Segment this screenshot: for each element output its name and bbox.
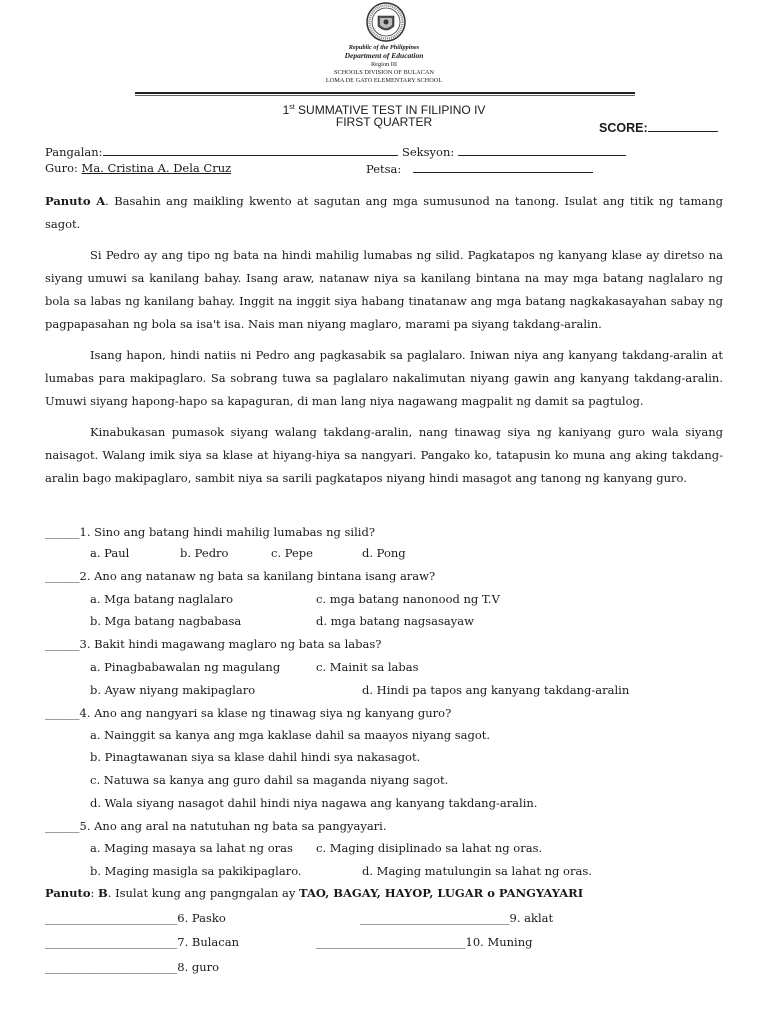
guro-field: Guro: Ma. Cristina A. Dela Cruz: [45, 161, 232, 175]
answer-blank[interactable]: __________________________: [316, 935, 466, 949]
header-division: SCHOOLS DIVISION OF BULACAN: [334, 69, 434, 76]
answer-blank[interactable]: _______________________: [45, 935, 178, 949]
header-rule-thin: [135, 95, 635, 96]
header-republic: Republic of the Philippines: [348, 44, 420, 51]
header-region: Region III: [370, 61, 398, 68]
story-paragraph-3: Kinabukasan pumasok siyang walang takdang-aralin, nang tinawag siya ng kaniyang guro wala siyang naisagot. Walang imik siya sa klase at hiyang-hiya sa nangyari. Pangako ko, tatapusin ko muna ang aking takdang-aralin bago makipaglaro, sambit niya sa sarili pagkatapos niyang hindi masagot ang tanong ng kanyang guro.: [45, 425, 723, 485]
header-department: Department of Education: [344, 51, 424, 60]
answer-blank[interactable]: _______________________: [45, 960, 178, 974]
question-5: ______5. Ano ang aral na natutuhan ng bata sa pangyayari.: [45, 819, 387, 833]
item-8: _______________________8. guro: [45, 960, 220, 974]
deped-seal-logo: [366, 2, 406, 42]
story-paragraph-2: Isang hapon, hindi natiis ni Pedro ang pagkasabik sa paglalaro. Iniwan niya ang kanyang takdang-aralin at lumabas para makipaglaro. Sa sobrang tuwa sa paglalaro nakalimutan niyang gawin ang kanyang takdang-aralin. Umuwi siyang hapong-hapo sa kapaguran, di man lang niya nagawang magpalit ng damit sa pagtulog.: [45, 348, 723, 408]
q4-option-c: c. Natuwa sa kanya ang guro dahil sa maganda niyang sagot.: [90, 773, 449, 787]
score-blank[interactable]: [648, 119, 718, 132]
item-7: _______________________7. Bulacan: [45, 935, 239, 949]
pangalan-field: Pangalan:: [45, 143, 398, 160]
answer-blank[interactable]: __________________________: [360, 911, 510, 925]
q1-option-d: d. Pong: [362, 546, 406, 560]
q3-option-c: c. Mainit sa labas: [316, 660, 419, 674]
answer-blank[interactable]: ______: [45, 819, 80, 833]
header-rule-thick: [135, 92, 635, 94]
test-title: 1st SUMMATIVE TEST IN FILIPINO IV: [282, 103, 486, 117]
pangalan-blank[interactable]: [103, 143, 398, 156]
story-paragraph-1: Si Pedro ay ang tipo ng bata na hindi mahilig lumabas ng silid. Pagkatapos ng kanyang klase ay diretso na siyang umuwi sa kanilang bahay. Isang araw, natanaw niya sa kanilang bintana na may mga batang naglalaro ng bola sa labas ng kanilang bahay. Inggit na inggit siya habang tinatanaw ang mga batang nagkakasayahan sabay ng pagpapasahan ng bola sa isa't isa. Nais man niyang maglaro, marami pa siyang takdang-aralin.: [45, 248, 723, 331]
q2-option-b: b. Mga batang nagbabasa: [90, 614, 242, 628]
q1-option-c: c. Pepe: [271, 546, 313, 560]
test-quarter: FIRST QUARTER: [335, 115, 433, 129]
q3-option-a: a. Pinagbabawalan ng magulang: [90, 660, 281, 674]
panuto-b: Panuto: B. Isulat kung ang pangngalan ay TAO, BAGAY, HAYOP, LUGAR o PANGYAYARI: [45, 886, 584, 900]
question-3: ______3. Bakit hindi magawang maglaro ng bata sa labas?: [45, 637, 382, 651]
answer-blank[interactable]: ______: [45, 525, 80, 539]
panuto-a: Panuto A. Basahin ang maikling kwento at sagutan ang mga sumusunod na tanong. Isulat ang titik ng tamang sagot.: [45, 194, 723, 231]
guro-value: Ma. Cristina A. Dela Cruz: [81, 161, 232, 175]
header-school: LOMA DE GATO ELEMENTARY SCHOOL: [325, 77, 443, 84]
q3-option-d: d. Hindi pa tapos ang kanyang takdang-aralin: [362, 683, 630, 697]
q3-option-b: b. Ayaw niyang makipaglaro: [90, 683, 256, 697]
q1-option-b: b. Pedro: [180, 546, 229, 560]
q5-option-b: b. Maging masigla sa pakikipaglaro.: [90, 864, 302, 878]
seksyon-blank[interactable]: [458, 143, 626, 156]
answer-blank[interactable]: ______: [45, 637, 80, 651]
petsa-blank[interactable]: [413, 160, 593, 173]
answer-blank[interactable]: ______: [45, 569, 80, 583]
q2-option-a: a. Mga batang naglalaro: [90, 592, 234, 606]
q4-option-a: a. Nainggit sa kanya ang mga kaklase dahil sa maayos niyang sagot.: [90, 728, 491, 742]
answer-blank[interactable]: ______: [45, 706, 80, 720]
petsa-field: Petsa:: [366, 160, 593, 177]
answer-blank[interactable]: _______________________: [45, 911, 178, 925]
q5-option-c: c. Maging disiplinado sa lahat ng oras.: [316, 841, 543, 855]
q1-option-a: a. Paul: [90, 546, 130, 560]
item-10: __________________________10. Muning: [316, 935, 533, 949]
q5-option-a: a. Maging masaya sa lahat ng oras: [90, 841, 293, 855]
q2-option-c: c. mga batang nanonood ng T.V: [316, 592, 500, 606]
q5-option-d: d. Maging matulungin sa lahat ng oras.: [362, 864, 592, 878]
question-1: ______1. Sino ang batang hindi mahilig lumabas ng silid?: [45, 525, 375, 539]
seksyon-field: Seksyon:: [402, 143, 626, 160]
question-2: ______2. Ano ang natanaw ng bata sa kanilang bintana isang araw?: [45, 569, 436, 583]
item-6: _______________________6. Pasko: [45, 911, 226, 925]
q4-option-b: b. Pinagtawanan siya sa klase dahil hindi sya nakasagot.: [90, 750, 421, 764]
q4-option-d: d. Wala siyang nasagot dahil hindi niya nagawa ang kanyang takdang-aralin.: [90, 796, 538, 810]
item-9: __________________________9. aklat: [360, 911, 554, 925]
score-field: SCORE:: [599, 119, 718, 135]
q2-option-d: d. mga batang nagsasayaw: [316, 614, 474, 628]
question-4: ______4. Ano ang nangyari sa klase ng tinawag siya ng kanyang guro?: [45, 706, 452, 720]
